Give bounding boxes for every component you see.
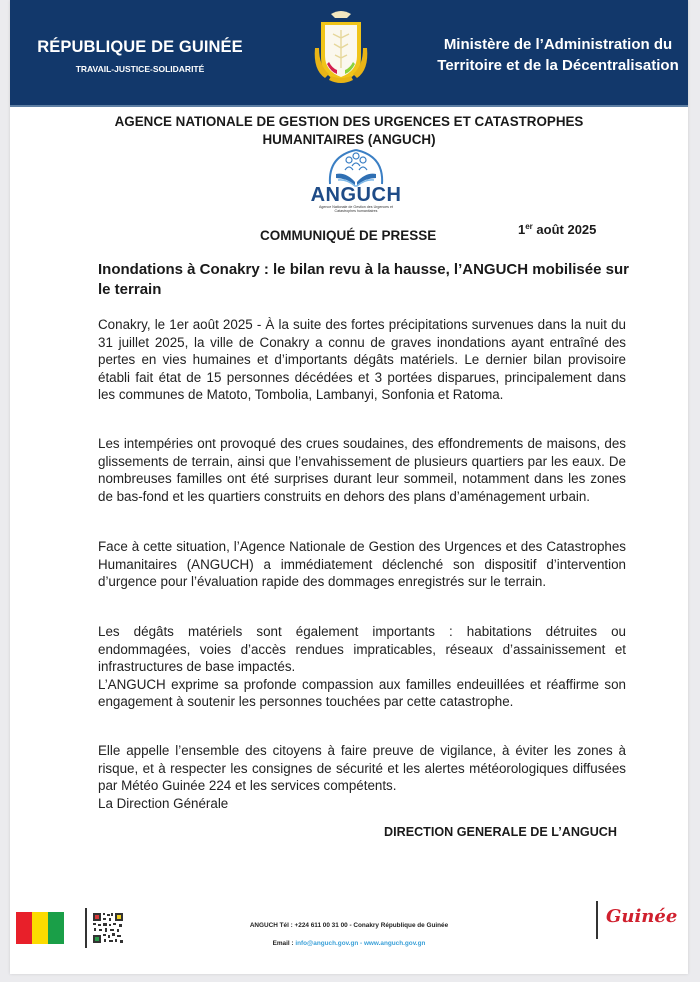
document-date (518, 222, 596, 237)
agency-heading (10, 113, 688, 149)
brand-divider (596, 901, 598, 939)
footer-contact-phone: ANGUCH Tél : +224 611 00 31 00 - Conakry République de Guinée (249, 922, 449, 929)
email-label: Email : (272, 940, 296, 947)
ministry-line-2: Territoire et de la Décentralisation (437, 57, 679, 74)
anguch-logo (300, 148, 412, 218)
paragraph-6-group (98, 742, 626, 812)
date-suffix: er (525, 222, 533, 231)
guinee-brand-logo: Guinée (606, 906, 678, 927)
country-name: RÉPUBLIQUE DE GUINÉE (37, 38, 243, 56)
paragraph-2: Les intempéries ont provoqué des crues soudaines, des effondrements de maisons, des glissements de terrain, ainsi que l’envahissement de plusieurs quartiers par les eaux. De nombreuses familles ont été surprises durant leur sommeil, notamment dans les zones de bas-fond et les quartiers construits en dehors des plans d’aménagement urbain. (98, 436, 626, 504)
link-separator: - (358, 940, 364, 947)
paragraph-5: L’ANGUCH exprime sa profonde compassion aux familles endeuillées et réaffirme son engagement à soutenir les personnes touchées par cette catastrophe. (98, 676, 626, 710)
footer-contact-email (10, 940, 688, 947)
paragraph-1: Conakry, le 1er août 2025 - À la suite des fortes précipitations survenues dans la nuit du 31 juillet 2025, la ville de Conakry a connu de graves inondations ayant entraîné des pertes en vies humaines et d’importants dégâts matériels. Le dernier bilan provisoire établi fait état de 15 personnes décédées et 3 portées disparues, principalement dans les communes de Matoto, Tombolia, Lambanyi, Sonfonia et Ratoma. (98, 317, 626, 403)
ministry-block (428, 34, 688, 76)
paragraph-4-group (98, 623, 626, 711)
date-rest: août 2025 (532, 222, 597, 237)
logo-subtitle: Agence Nationale de Gestion des Urgences et Catastrophes humanitaires (319, 205, 393, 214)
closing-line: La Direction Générale (98, 795, 229, 811)
paragraph-6: Elle appelle l’ensemble des citoyens à faire preuve de vigilance, à éviter les zones à risque, et à respecter les consignes de sécurité et les alertes météorologiques diffusées par Météo Guinée 224 et les services compétents. (98, 743, 626, 794)
date-day: 1 (518, 222, 526, 237)
guinea-coat-of-arms-icon (305, 8, 377, 88)
paragraph-4: Les dégâts matériels sont également importants : habitations détruites ou endommagées, voies d’accès rendues impraticables, réseaux d’assainissement et infrastructures de base impactés. (98, 624, 626, 675)
anguch-emblem-icon (300, 148, 412, 188)
ministry-line-1: Ministère de l’Administration du (443, 36, 673, 53)
agency-line-1: AGENCE NATIONALE DE GESTION DES URGENCES ET CATASTROPHES (114, 114, 584, 129)
logo-wordmark: ANGUCH (310, 184, 402, 206)
header-banner (10, 0, 688, 107)
signature: DIRECTION GENERALE DE L’ANGUCH (384, 825, 617, 839)
website-link[interactable]: www.anguch.gov.gn (363, 940, 426, 947)
document-type-title: COMMUNIQUÉ DE PRESSE (260, 228, 437, 243)
article-headline: Inondations à Conakry : le bilan revu à la hausse, l’ANGUCH mobilisée sur le terrain (98, 261, 629, 298)
paragraph-3: Face à cette situation, l’Agence Nationale de Gestion des Urgences et des Catastrophes Humanitaires (ANGUCH) a immédiatement déclenché son dispositif d’intervention d’urgence pour l’évaluation rapide des dommages enregistrés sur le terrain. (98, 539, 626, 590)
national-motto: TRAVAIL-JUSTICE-SOLIDARITÉ (75, 64, 205, 74)
country-block (30, 38, 250, 74)
email-link[interactable]: info@anguch.gov.gn (295, 940, 359, 947)
press-release-page (10, 0, 688, 974)
agency-line-2: HUMANITAIRES (ANGUCH) (262, 132, 436, 147)
